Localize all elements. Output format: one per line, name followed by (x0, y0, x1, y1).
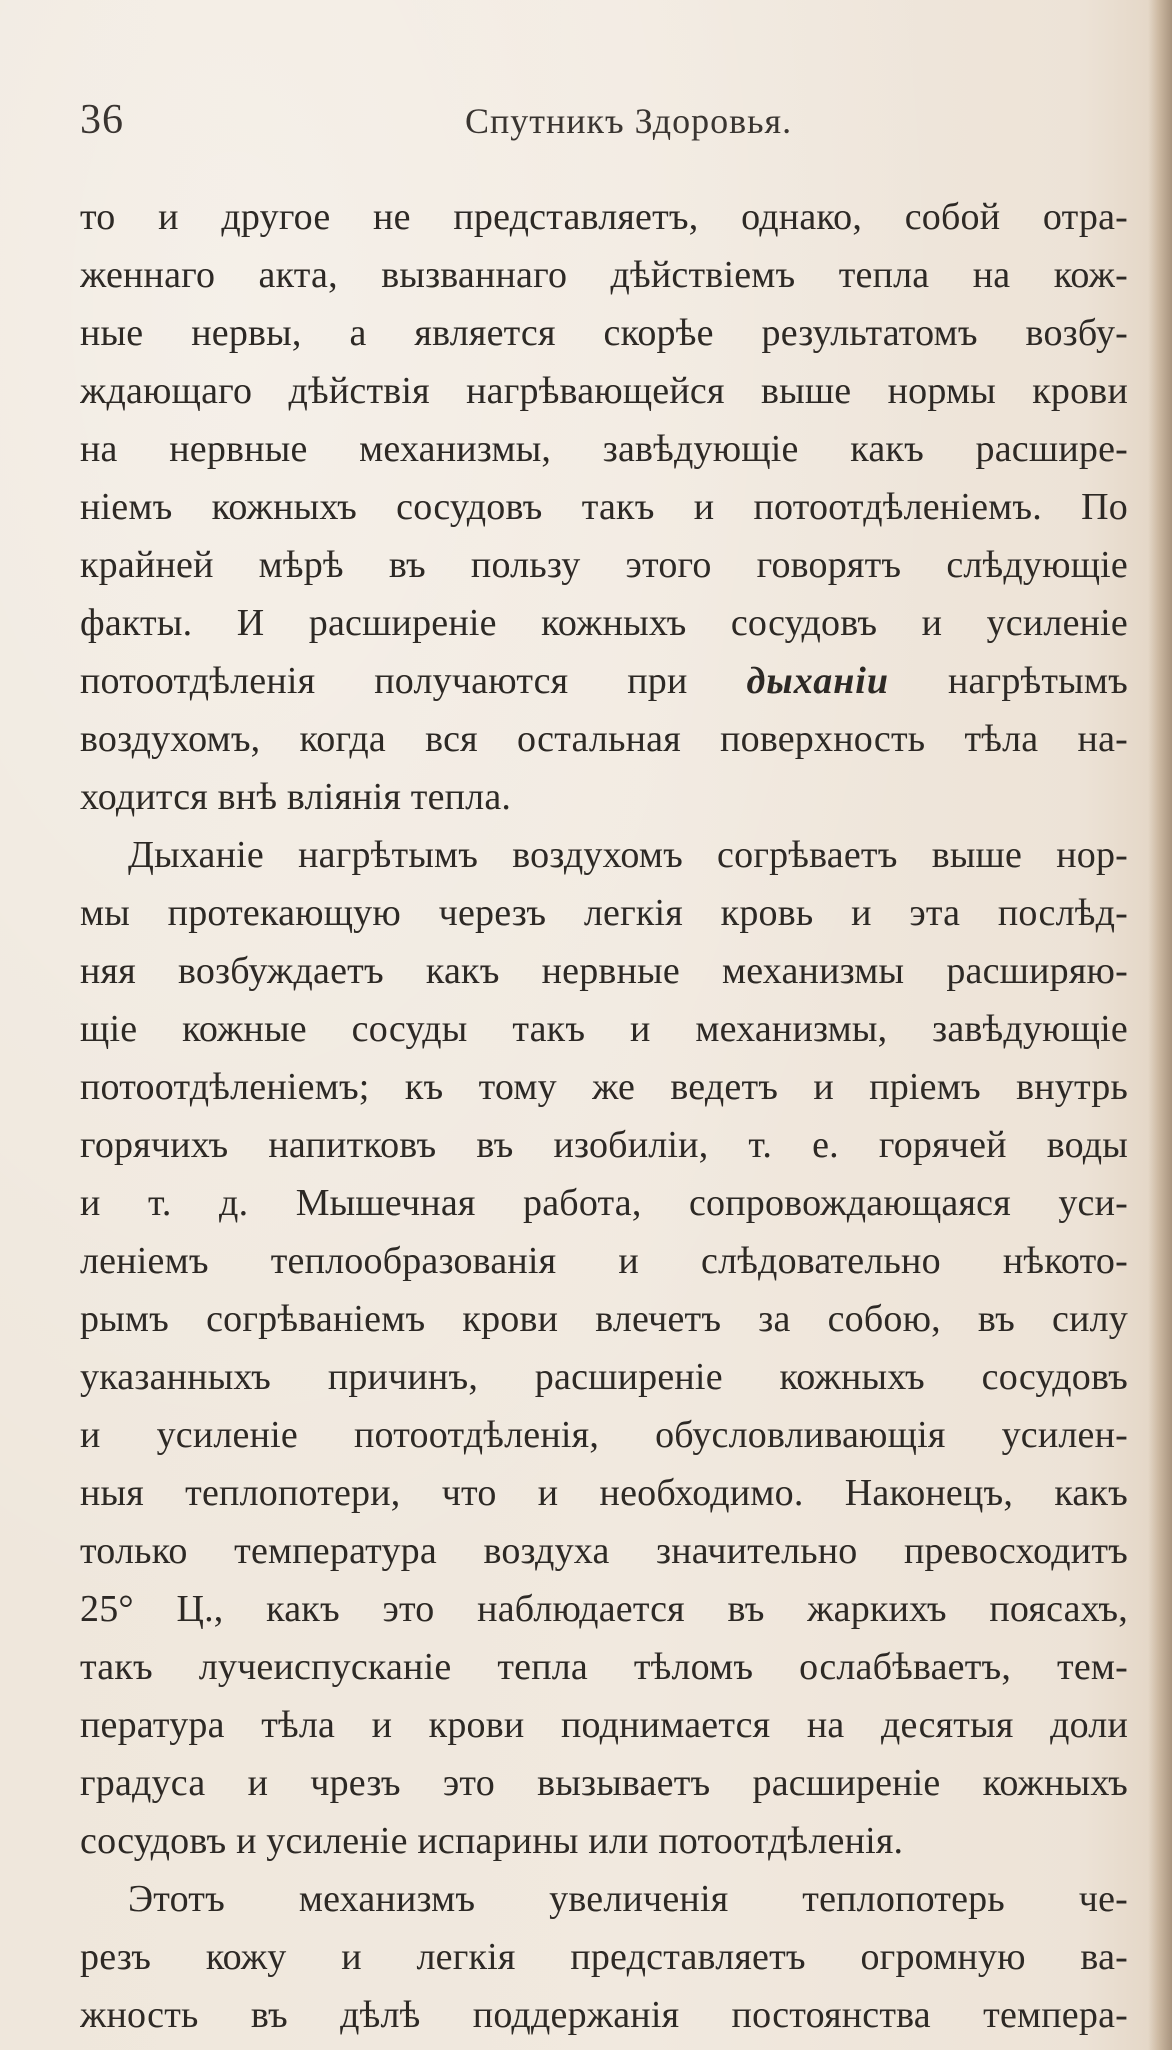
text-line: только температура воздуха значительно превосходитъ (80, 1530, 1128, 1572)
text-line: и т. д. Мышечная работа, сопровождающаяся уси- (80, 1182, 1128, 1224)
page-number: 36 (80, 97, 124, 143)
text-segment: потоотдѣленія получаются при (80, 660, 747, 702)
text-line: щіе кожные сосуды такъ и механизмы, завѣдующіе (80, 1008, 1128, 1050)
text-line: и усиленіе потоотдѣленія, обусловливающія усилен- (80, 1414, 1128, 1456)
text-line: указанныхъ причинъ, расширеніе кожныхъ сосудовъ (80, 1356, 1128, 1398)
text-line: такъ лучеиспусканіе тепла тѣломъ ослабѣваетъ, тем- (80, 1646, 1128, 1688)
text-line: ныя теплопотери, что и необходимо. Наконецъ, какъ (80, 1472, 1128, 1514)
text-line: 25° Ц., какъ это наблюдается въ жаркихъ поясахъ, (80, 1588, 1128, 1630)
text-line: крайней мѣрѣ въ пользу этого говорятъ слѣдующіе (80, 544, 1128, 586)
text-line: воздухомъ, когда вся остальная поверхность тѣла на- (80, 718, 1128, 760)
paragraph-start-line: Этотъ механизмъ увеличенія теплопотерь че- (128, 1878, 1128, 1920)
page-header (80, 96, 1120, 146)
text-line (80, 652, 1128, 710)
text-line: рымъ согрѣваніемъ крови влечетъ за собою, въ силу (80, 1298, 1128, 1340)
text-line: на нервные механизмы, завѣдующіе какъ расшире- (80, 428, 1128, 470)
text-line: факты. И расширеніе кожныхъ сосудовъ и усиленіе (80, 602, 1128, 644)
page-edge-shadow (1148, 0, 1172, 2050)
text-line: няя возбуждаетъ какъ нервные механизмы расширяю- (80, 950, 1128, 992)
text-line: сосудовъ и усиленіе испарины или потоотдѣленія. (80, 1820, 904, 1862)
text-segment: нагрѣтымъ (889, 660, 1128, 702)
text-line: ные нервы, а является скорѣе результатомъ возбу- (80, 312, 1128, 354)
running-title: Спутникъ Здоровья. (465, 101, 793, 141)
text-line: потоотдѣленіемъ; къ тому же ведетъ и пріемъ внутрь (80, 1066, 1128, 1108)
paragraph-start-line: Дыханіе нагрѣтымъ воздухомъ согрѣваетъ выше нор- (128, 834, 1128, 876)
emphasized-word: дыханіи (746, 660, 889, 702)
text-line: ждающаго дѣйствія нагрѣвающейся выше нормы крови (80, 370, 1128, 412)
text-line: жность въ дѣлѣ поддержанія постоянства темпера- (80, 1994, 1128, 2036)
text-line: ніемъ кожныхъ сосудовъ такъ и потоотдѣленіемъ. По (80, 486, 1128, 528)
body-text (80, 188, 1128, 2044)
text-line: мы протекающую черезъ легкія кровь и эта послѣд- (80, 892, 1128, 934)
text-line: леніемъ теплообразованія и слѣдовательно нѣкото- (80, 1240, 1128, 1282)
text-line: то и другое не представляетъ, однако, собой отра- (80, 196, 1128, 238)
text-line: градуса и чрезъ это вызываетъ расширеніе кожныхъ (80, 1762, 1128, 1804)
text-line: ходится внѣ вліянія тепла. (80, 776, 512, 818)
text-line: резъ кожу и легкія представляетъ огромную ва- (80, 1936, 1128, 1978)
text-line: пература тѣла и крови поднимается на десятыя доли (80, 1704, 1128, 1746)
text-line: женнаго акта, вызваннаго дѣйствіемъ тепла на кож- (80, 254, 1128, 296)
text-line: горячихъ напитковъ въ изобиліи, т. е. горячей воды (80, 1124, 1128, 1166)
